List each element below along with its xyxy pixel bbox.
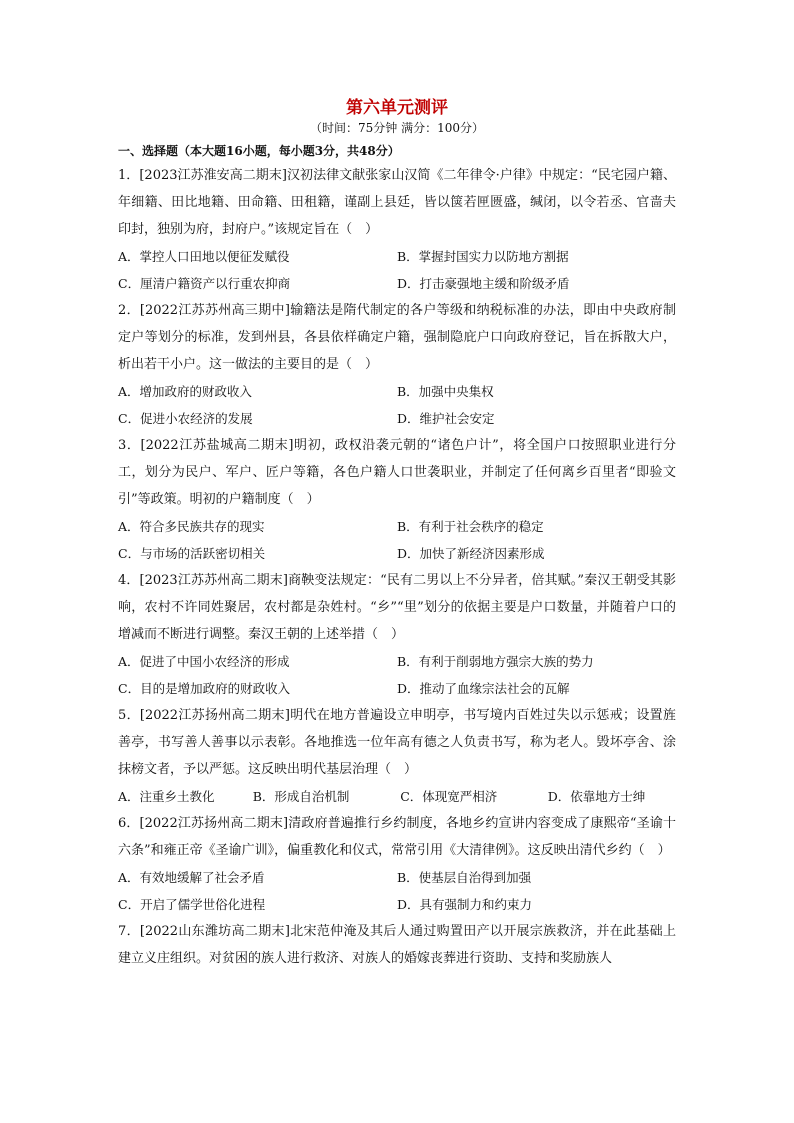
question-stem: 7．[2022山东潍坊高二期末]北宋范仲淹及其后人通过购置田产以开展宗族救济，并在此基础上建立义庄组织。对贫困的族人进行救济、对族人的婚嫁丧葬进行资助、支持和奖励族人 <box>118 924 676 966</box>
option-a: A．增加政府的财政收入 <box>118 384 253 399</box>
question-stem: 2．[2022江苏苏州高三期中]输籍法是隋代制定的各户等级和纳税标准的办法，即由中央政府制定户等划分的标准，发到州县，各县依样确定户籍，强制隐庇户口向政府登记，旨在拆散大户，析出若干小户。这一做法的主要目的是（ ） <box>118 303 676 372</box>
option-c: C．促进小农经济的发展 <box>118 411 253 426</box>
option-d: D．依靠地方士绅 <box>547 789 646 804</box>
page-title: 第六单元测评 <box>346 98 448 118</box>
question-4 <box>118 567 676 702</box>
exam-page <box>118 98 676 972</box>
question-stem: 3．[2022江苏盐城高二期末]明初，政权沿袭元朝的“诸色户计”，将全国户口按照职业进行分工，划分为民户、军户、匠户等籍，各色户籍人口世袭职业，并制定了任何离乡百里者“即验文引”等政策。明初的户籍制度（ ） <box>118 438 676 507</box>
option-a: A．掌控人口田地以便征发赋役 <box>118 249 290 264</box>
question-5 <box>118 702 676 810</box>
option-d: D．维护社会安定 <box>397 411 495 426</box>
option-c: C．体现宽严相济 <box>400 789 498 804</box>
question-options <box>118 513 676 567</box>
option-a: A．注重乡土教化 <box>118 789 215 804</box>
question-options <box>118 243 676 297</box>
option-b: B．有利于社会秩序的稳定 <box>397 519 544 534</box>
option-a: A．有效地缓解了社会矛盾 <box>118 870 265 885</box>
question-stem: 4．[2023江苏苏州高二期末]商鞅变法规定：“民有二男以上不分异者，倍其赋。”秦汉王朝受其影响，农村不许同姓聚居，农村都是杂姓村。“乡”“里”划分的依据主要是户口数量，并随着户口的增减而不断进行调整。秦汉王朝的上述举措（ ） <box>118 573 676 642</box>
option-c: C．开启了儒学世俗化进程 <box>118 897 266 912</box>
option-d: D．打击豪强地主缓和阶级矛盾 <box>397 276 570 291</box>
option-a: A．符合多民族共存的现实 <box>118 519 265 534</box>
question-6 <box>118 810 676 918</box>
question-3 <box>118 432 676 567</box>
option-c: C．目的是增加政府的财政收入 <box>118 681 291 696</box>
option-b: B．掌握封国实力以防地方割据 <box>397 249 569 264</box>
question-options <box>118 864 676 918</box>
question-7 <box>118 918 676 972</box>
question-stem: 1．[2023江苏淮安高二期末]汉初法律文献张家山汉简《二年律令·户律》中规定：“民宅园户籍、年细籍、田比地籍、田命籍、田租籍，谨副上县廷，皆以箧若匣匮盛，缄闭，以令若丞、官啬夫印封，独别为府，封府户。”该规定旨在（ ） <box>118 168 676 237</box>
question-options <box>118 783 676 810</box>
option-d: D．具有强制力和约束力 <box>397 897 533 912</box>
question-options <box>118 648 676 702</box>
question-2 <box>118 297 676 432</box>
option-d: D．加快了新经济因素形成 <box>397 546 545 561</box>
option-c: C．厘清户籍资产以行重农抑商 <box>118 276 291 291</box>
question-options <box>118 378 676 432</box>
question-1 <box>118 162 676 297</box>
question-stem: 6．[2022江苏扬州高二期末]清政府普遍推行乡约制度，各地乡约宣讲内容变成了康熙帝“圣谕十六条”和雍正帝《圣谕广训》，偏重教化和仪式，常常引用《大清律例》。这反映出清代乡约（ ） <box>118 816 676 858</box>
option-b: B．使基层自治得到加强 <box>397 870 532 885</box>
option-d: D．推动了血缘宗法社会的瓦解 <box>397 681 570 696</box>
option-b: B．有利于削弱地方强宗大族的势力 <box>397 654 594 669</box>
question-stem: 5．[2022江苏扬州高二期末]明代在地方普遍设立申明亭，书写境内百姓过失以示惩戒；设置旌善亭，书写善人善事以示表彰。各地推选一位年高有德之人负责书写，称为老人。毁坏亭舍、涂抹榜文者，予以严惩。这反映出明代基层治理（ ） <box>118 708 676 777</box>
option-b: B．加强中央集权 <box>397 384 494 399</box>
option-a: A．促进了中国小农经济的形成 <box>118 654 290 669</box>
section-heading: 一、选择题（本大题16小题，每小题3分，共48分） <box>118 144 400 158</box>
option-c: C．与市场的活跃密切相关 <box>118 546 266 561</box>
exam-meta: （时间：75分钟 满分：100分） <box>310 121 484 135</box>
option-b: B．形成自治机制 <box>252 789 350 804</box>
